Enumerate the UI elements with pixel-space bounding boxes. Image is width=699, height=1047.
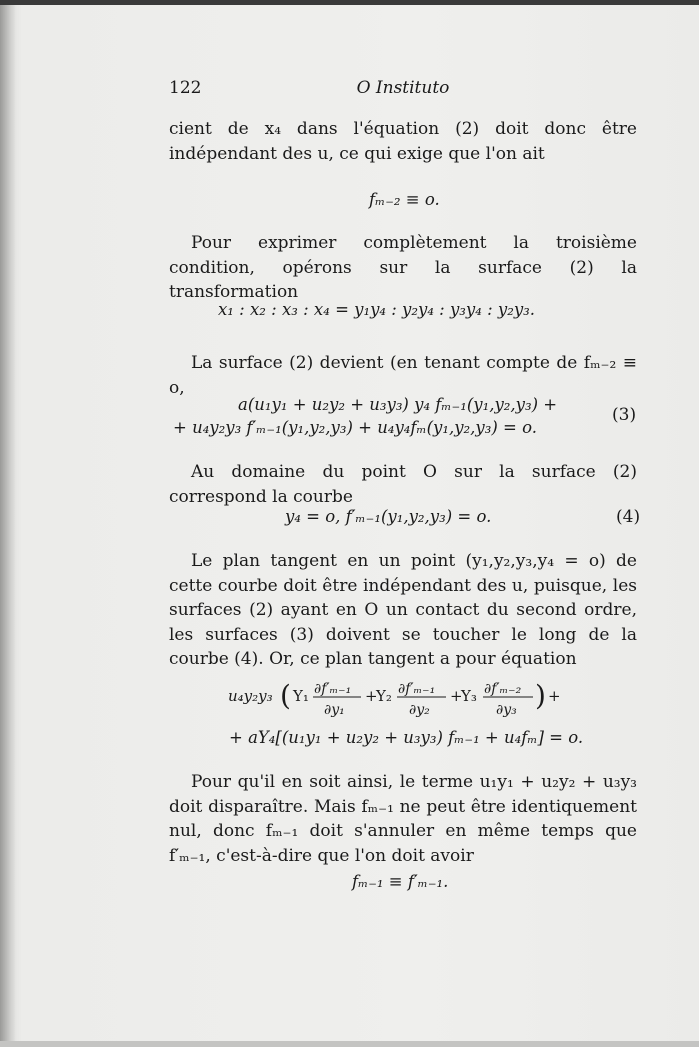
- equation-1: fₘ₋₂ ≡ o.: [369, 190, 440, 209]
- svg-text:+: +: [365, 687, 378, 705]
- eq5-num-3: ∂f′ₘ₋₂: [484, 681, 522, 697]
- equation-3-line-1: a(u₁y₁ + u₂y₂ + u₃y₃) y₄ fₘ₋₁(y₁,y₂,y₃) +: [238, 395, 558, 414]
- svg-text:): ): [535, 679, 546, 712]
- paragraph-5: Le plan tangent en un point (y₁,y₂,y₃,y₄ = o) de cette courbe doit être indépendant des u, puisque, les surfaces (2) ayant en O un contact du second ordre, les surfaces (3) doivent se toucher le long de la courbe (4). Or, ce plan tangent a pour équation: [169, 551, 637, 669]
- eq5-den-2: ∂y₂: [409, 702, 430, 718]
- equation-2: x₁ : x₂ : x₃ : x₄ = y₁y₄ : y₂y₄ : y₃y₄ : y₂y₃.: [218, 300, 536, 319]
- equation-4-label: (4): [616, 507, 641, 527]
- equation-4: y₄ = o, f′ₘ₋₁(y₁,y₂,y₃) = o.: [285, 507, 492, 526]
- eq5-den-1: ∂y₁: [324, 702, 345, 718]
- running-title: O Instituto: [356, 78, 450, 98]
- equation-5-line-1: [228, 674, 608, 726]
- svg-text:+: +: [548, 687, 561, 705]
- page-number: 122: [169, 78, 202, 98]
- eq5-coef-1: Y₁: [293, 687, 309, 705]
- equation-3-label: (3): [612, 405, 637, 425]
- eq5-coef-2: Y₂: [376, 687, 392, 705]
- paragraph-3: La surface (2) devient (en tenant compte de fₘ₋₂ ≡ o,: [169, 353, 637, 398]
- eq5-den-3: ∂y₃: [496, 702, 517, 718]
- paragraph-2: Pour exprimer complètement la troisième condition, opérons sur la surface (2) la transformation: [169, 233, 637, 302]
- paragraph-4: Au domaine du point O sur la surface (2) correspond la courbe: [169, 462, 637, 507]
- svg-text:+: +: [450, 687, 463, 705]
- equation-6: fₘ₋₁ ≡ f′ₘ₋₁.: [352, 872, 449, 891]
- eq5-prefix: u₄y₂y₃: [228, 687, 273, 705]
- equation-5-line-2: + aY₄[(u₁y₁ + u₂y₂ + u₃y₃) fₘ₋₁ + u₄fₘ] = o.: [229, 728, 584, 747]
- binding-shadow: [0, 0, 16, 1047]
- top-edge: [0, 0, 699, 5]
- page-header: [169, 78, 637, 102]
- equation-3-line-2: + u₄y₂y₃ f′ₘ₋₁(y₁,y₂,y₃) + u₄y₄fₘ(y₁,y₂,y₃) = o.: [173, 418, 537, 437]
- eq5-num-2: ∂f′ₘ₋₁: [398, 681, 436, 697]
- paragraph-1: cient de x₄ dans l'équation (2) doit donc être indépendant des u, ce qui exige que l'on ait: [169, 119, 637, 164]
- eq5-num-1: ∂f′ₘ₋₁: [314, 681, 352, 697]
- bottom-edge: [0, 1041, 699, 1047]
- eq5-coef-3: Y₃: [461, 687, 477, 705]
- svg-text:(: (: [280, 679, 291, 712]
- paragraph-6: Pour qu'il en soit ainsi, le terme u₁y₁ + u₂y₂ + u₃y₃ doit disparaître. Mais fₘ₋₁ ne peut être identiquement nul, donc fₘ₋₁ doit s'annuler en même temps que f′ₘ₋₁, c'est-à-dire que l'on doit avoir: [169, 772, 637, 866]
